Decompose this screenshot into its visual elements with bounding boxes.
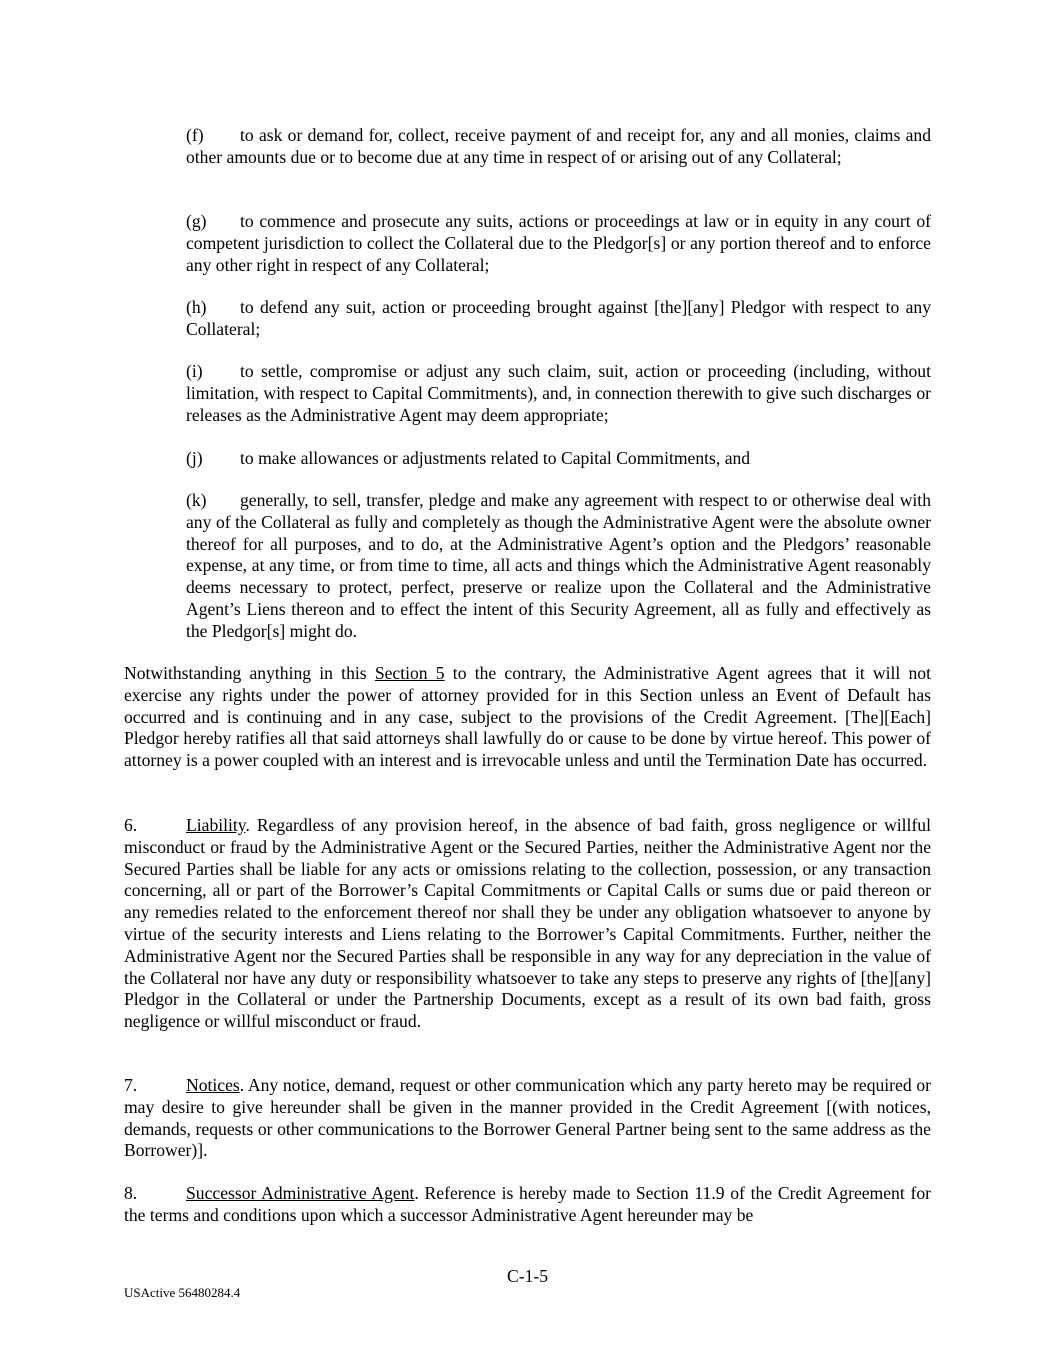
section-text: . Reference is hereby made to Section 11.9 of the Credit Agreement for the terms and conditions upon which a successor Administrative Agent hereunder may be [124,1183,931,1225]
section-heading: Successor Administrative Agent [186,1183,415,1203]
section-7-notices [124,1075,931,1162]
notwithstanding-text-after: to the contrary, the Administrative Agent agrees that it will not exercise any rights under the power of attorney provided for in this Section unless an Event of Default has occurred and is continuing and in any case, subject to the provisions of the Credit Agreement. [The][Each] Pledgor hereby ratifies all that said attorneys shall lawfully do or cause to be done by virtue hereof. This power of attorney is a power coupled with an interest and is irrevocable unless and until the Termination Date has occurred. [124,663,931,771]
page-number: C-1-5 [506,1266,549,1286]
section-5-reference: Section 5 [374,663,445,683]
clause-label: (i) [186,361,203,381]
clause-i [186,361,931,426]
clause-j [186,448,931,470]
clause-text: generally, to sell, transfer, pledge and make any agreement with respect to or otherwise deal with any of the Collateral as fully and completely as though the Administrative Agent were the absolute owner thereof for all purposes, and to do, at the Administrative Agent’s option and the Pledgors’ reasonable expense, at any time, or from time to time, all acts and things which the Administrative Agent reasonably deems necessary to protect, perfect, preserve or realize upon the Collateral and the Administrative Agent’s Liens thereon and to effect the intent of this Security Agreement, all as fully and effectively as the Pledgor[s] might do. [186,490,931,641]
section-number: 6. [124,815,138,835]
section-heading: Notices [186,1075,240,1095]
notwithstanding-text-before: Notwithstanding anything in this [124,663,375,683]
section-number: 8. [124,1183,138,1203]
clause-label: (h) [186,297,207,317]
clause-text: to commence and prosecute any suits, actions or proceedings at law or in equity in any court of competent jurisdiction to collect the Collateral due to the Pledgor[s] or any portion thereof and to enforce any other right in respect of any Collateral; [186,211,931,275]
clause-label: (f) [186,125,204,145]
clause-label: (j) [186,448,203,468]
clause-g [186,211,931,276]
clause-k [186,490,931,643]
clause-text: to ask or demand for, collect, receive payment of and receipt for, any and all monies, claims and other amounts due or to become due at any time in respect of or arising out of any Collateral; [186,125,931,167]
document-id: USActive 56480284.4 [124,1285,241,1300]
clause-label: (k) [186,490,207,510]
clause-text: to settle, compromise or adjust any such claim, suit, action or proceeding (including, without limitation, with respect to Capital Commitments), and, in connection therewith to give such discharges or releases as the Administrative Agent may deem appropriate; [186,361,931,425]
clause-h [186,297,931,341]
section-text: . Regardless of any provision hereof, in the absence of bad faith, gross negligence or willful misconduct or fraud by the Administrative Agent or the Secured Parties, neither the Administrative Agent nor the Secured Parties shall be liable for any acts or omissions relating to the collection, possession, or any transaction concerning, all or part of the Borrower’s Capital Commitments or Capital Calls or sums due or paid thereon or any remedies related to the enforcement thereof nor shall they be under any obligation whatsoever to anyone by virtue of the security interests and Liens relating to the Borrower’s Capital Commitments. Further, neither the Administrative Agent nor the Secured Parties shall be responsible in any way for any depreciation in the value of the Collateral nor have any duty or responsibility whatsoever to take any steps to preserve any rights of [the][any] Pledgor in the Collateral or under the Partnership Documents, except as a result of its own bad faith, gross negligence or willful misconduct or fraud. [124,815,931,1032]
section-6-liability [124,815,931,1033]
section-8-successor-agent [124,1183,931,1227]
section-number: 7. [124,1075,138,1095]
clause-text: to make allowances or adjustments related to Capital Commitments, and [240,448,751,468]
clause-text: to defend any suit, action or proceeding brought against [the][any] Pledgor with respect to any Collateral; [186,297,931,339]
clause-label: (g) [186,211,207,231]
section-text: . Any notice, demand, request or other communication which any party hereto may be required or may desire to give hereunder shall be given in the manner provided in the Credit Agreement [(with notices, demands, requests or other communications to the Borrower General Partner being sent to the same address as the Borrower)]. [124,1075,931,1161]
clause-f [186,125,931,169]
section-heading: Liability [186,815,246,835]
notwithstanding-paragraph [124,663,931,772]
